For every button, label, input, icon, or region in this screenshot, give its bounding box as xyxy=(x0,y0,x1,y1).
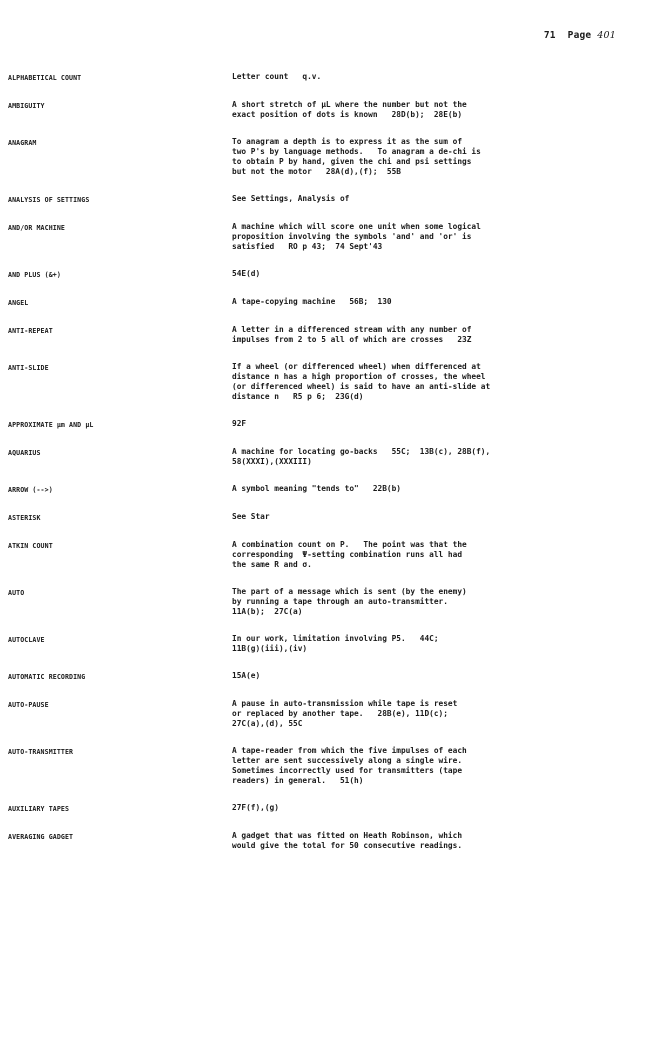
entry-definition: In our work, limitation involving P5. 44C; 11B(g)(iii),(iv) xyxy=(232,634,439,653)
entry-definition: A combination count on P. The point was that the corresponding Ψ-setting combination runs all had the same R and σ. xyxy=(232,540,467,569)
entry-term: AUTO-TRANSMITTER xyxy=(8,748,74,756)
glossary-entry xyxy=(8,222,638,252)
entry-term: AVERAGING GADGET xyxy=(8,833,74,841)
entry-term: AUXILIARY TAPES xyxy=(8,805,70,813)
entry-term: AUTOMATIC RECORDING xyxy=(8,673,86,681)
entry-definition: A pause in auto-transmission while tape is reset or replaced by another tape. 28B(e), 11D(c); 27C(a),(d), 55C xyxy=(232,699,458,728)
entry-definition: A gadget that was fitted on Heath Robinson, which would give the total for 50 consecutive readings. xyxy=(232,831,463,850)
page-header xyxy=(544,30,616,41)
entry-term: ASTERISK xyxy=(8,514,41,522)
glossary-entry xyxy=(8,540,638,570)
glossary-entry xyxy=(8,803,638,814)
page-label: Page xyxy=(567,30,592,41)
glossary-entry xyxy=(8,297,638,308)
entry-definition: See Star xyxy=(232,512,270,521)
entry-term: ANTI-REPEAT xyxy=(8,327,53,335)
glossary-entry xyxy=(8,746,638,786)
entry-term: ANGEL xyxy=(8,299,29,307)
glossary-entry xyxy=(8,634,638,654)
glossary-entry xyxy=(8,587,638,617)
entry-term: ARROW (-->) xyxy=(8,486,53,494)
entry-definition: A symbol meaning "tends to" 22B(b) xyxy=(232,484,401,493)
page-reference: 401 xyxy=(597,30,616,41)
glossary-entry xyxy=(8,447,638,467)
entry-definition: To anagram a depth is to express it as the sum of two P's by language methods. To anagram a de-chi is to obtain P by hand, given the chi and psi settings but not the motor 28A(d),(f); 55B xyxy=(232,137,481,176)
entry-term: AND/OR MACHINE xyxy=(8,224,65,232)
entry-definition: 15A(e) xyxy=(232,671,261,680)
glossary-entry xyxy=(8,325,638,345)
entry-definition: See Settings, Analysis of xyxy=(232,194,350,203)
entry-definition: Letter count q.v. xyxy=(232,72,322,81)
entry-term: AUTO-PAUSE xyxy=(8,701,49,709)
entry-definition: A tape-reader from which the five impulses of each letter are sent successively along a single wire. Sometimes incorrectly used for transmitters (tape readers) in general. 51(h) xyxy=(232,746,467,785)
entry-term: APPROXIMATE μm AND μL xyxy=(8,421,94,429)
entry-term: ATKIN COUNT xyxy=(8,542,53,550)
entry-term: ANALYSIS OF SETTINGS xyxy=(8,196,90,204)
glossary-entry xyxy=(8,512,638,523)
entry-definition: A machine which will score one unit when some logical proposition involving the symbols 'and' and 'or' is satisfied RO p 43; 74 Sept'43 xyxy=(232,222,481,251)
entry-term: AUTOCLAVE xyxy=(8,636,45,644)
entry-definition: The part of a message which is sent (by the enemy) by running a tape through an auto-transmitter. 11A(b); 27C(a) xyxy=(232,587,467,616)
glossary-entry xyxy=(8,671,638,682)
entry-definition: If a wheel (or differenced wheel) when differenced at distance n has a high proportion of crosses, the wheel (or differenced wheel) is said to have an anti-slide at distance n R5 p 6; 23G(d) xyxy=(232,362,491,401)
entry-term: ANAGRAM xyxy=(8,139,37,147)
glossary-entry xyxy=(8,100,638,120)
glossary-entry xyxy=(8,362,638,402)
entry-term: AND PLUS (&+) xyxy=(8,271,61,279)
entry-term: ANTI-SLIDE xyxy=(8,364,49,372)
glossary-entry xyxy=(8,831,638,851)
entry-definition: 54E(d) xyxy=(232,269,261,278)
glossary-entry xyxy=(8,699,638,729)
entry-definition: A tape-copying machine 56B; 130 xyxy=(232,297,392,306)
glossary-entry xyxy=(8,269,638,280)
entry-definition: 92F xyxy=(232,419,247,428)
entry-term: AUTO xyxy=(8,589,25,597)
entry-term: ALPHABETICAL COUNT xyxy=(8,74,82,82)
entry-definition: A short stretch of μL where the number but not the exact position of dots is known 28D(b); 28E(b) xyxy=(232,100,467,119)
entry-term: AQUARIUS xyxy=(8,449,41,457)
glossary-entry xyxy=(8,419,638,430)
page-number: 71 xyxy=(543,30,556,41)
glossary-entry xyxy=(8,484,638,495)
glossary-entries xyxy=(8,72,638,851)
entry-definition: 27F(f),(g) xyxy=(232,803,279,812)
entry-definition: A letter in a differenced stream with any number of impulses from 2 to 5 all of which are crosses 23Z xyxy=(232,325,472,344)
glossary-entry xyxy=(8,72,638,83)
entry-term: AMBIGUITY xyxy=(8,102,45,110)
entry-definition: A machine for locating go-backs 55C; 13B(c), 28B(f), 58(XXXI),(XXXIII) xyxy=(232,447,491,466)
glossary-entry xyxy=(8,137,638,177)
glossary-entry xyxy=(8,194,638,205)
